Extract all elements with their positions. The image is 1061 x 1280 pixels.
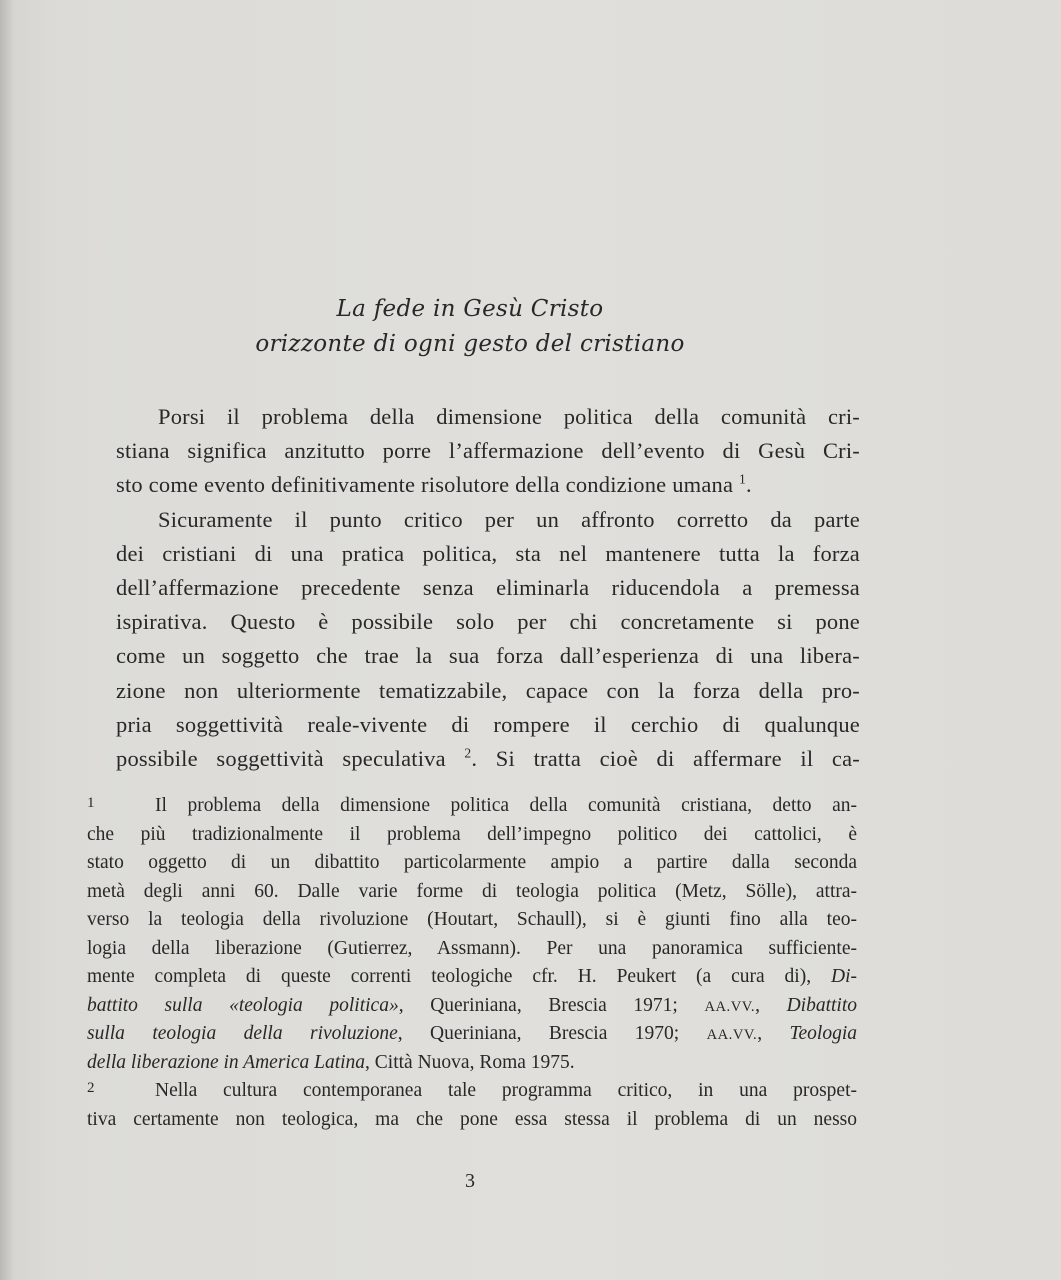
text-segment: stiana significa anzitutto porre l’affermazione dell’evento di Gesù Cri- [116,438,860,464]
footnote-number: 2 [87,1080,95,1096]
text-segment: Nella cultura contemporanea tale programma critico, in una prospet- [155,1080,857,1101]
footnote-number: 1 [87,795,95,811]
text-segment: Dibattito [786,994,857,1016]
text-segment: logia della liberazione (Gutierrez, Assmann). Per una panoramica sufficiente- [87,937,857,959]
footnote-line [87,906,857,935]
text-segment: come un soggetto che trae la sua forza dall’esperienza di una libera- [116,643,860,669]
text-segment: Il problema della dimensione politica della comunità cristiana, detto an- [155,795,857,816]
page-number: 3 [465,1170,475,1192]
footnote-line [87,821,857,850]
text-segment: AA.VV. [704,998,756,1015]
text-segment: stato oggetto di un dibattito particolarmente ampio a partire dalla seconda [87,852,857,873]
body-line [116,400,860,434]
text-segment: . [745,472,752,498]
footnote-reference: 2 [464,745,472,761]
text-segment: , Queriniana, Brescia 1970; [397,1023,707,1044]
text-segment: mente completa di queste correnti teologiche cfr. H. Peukert (a cura di), [87,966,831,987]
text-segment: della liberazione in America Latina [87,1051,366,1073]
footnote-line [87,878,857,907]
footnotes [87,792,857,1134]
text-segment: AA.VV. [706,1027,758,1043]
text-segment: ispirativa. Questo è possibile solo per chi concretamente si pone [116,609,860,635]
footnote-line [87,1020,857,1049]
body-line [116,674,860,708]
text-segment: , Città Nuova, Roma 1975. [365,1051,575,1073]
footnote-line [87,1106,857,1135]
footnote-line [87,1077,857,1106]
body-line [116,742,860,776]
chapter-title-line-2: orizzonte di ogni gesto del cristiano [255,331,685,357]
text-segment: verso la teologia della rivoluzione (Houtart, Schaull), si è giunti fino alla teo- [87,909,857,930]
footnote-line [87,963,857,992]
text-segment: Porsi il problema della dimensione politica della comunità cri- [158,404,860,429]
footnote-line [87,935,857,964]
text-segment: Sicuramente il punto critico per un affronto corretto da parte [158,506,860,532]
body-line [116,708,860,742]
footnote-line [87,849,857,878]
text-segment: possibile soggettività speculativa [116,745,465,771]
text-segment: dell’affermazione precedente senza eliminarla riducendola a premessa [116,574,860,600]
text-segment: tiva certamente non teologica, ma che pone essa stessa il problema di un nesso [87,1108,857,1130]
chapter-title-line-1: La fede in Gesù Cristo [336,296,604,322]
text-segment: sulla teologia della rivoluzione [87,1023,398,1044]
text-segment: zione non ulteriormente tematizzabile, capace con la forza della pro- [116,677,860,703]
text-segment: , [755,994,787,1016]
body-text [116,400,860,776]
text-segment: pria soggettività reale-vivente di rompere il cerchio di qualunque [116,711,860,737]
text-segment: sto come evento definitivamente risolutore della condizione umana [116,472,739,498]
text-segment: che più tradizionalmente il problema dell’impegno politico dei cattolici, è [87,823,857,845]
text-segment: Di- [831,966,857,987]
body-line [116,434,860,468]
body-line [116,537,860,571]
body-line [116,468,860,502]
text-segment: , Queriniana, Brescia 1971; [398,994,705,1016]
text-segment: , [757,1023,790,1044]
text-segment: . Si tratta cioè di affermare il ca- [471,745,860,771]
text-segment: battito sulla «teologia politica» [87,994,399,1016]
footnote-line [87,1049,857,1078]
footnote-line [87,992,857,1021]
body-line [116,503,860,537]
text-segment: metà degli anni 60. Dalle varie forme di teologia politica (Metz, Sölle), attra- [87,880,857,902]
text-segment: Teologia [789,1023,857,1044]
text-segment: dei cristiani di una pratica politica, sta nel mantenere tutta la forza [116,540,860,566]
footnote-reference: 1 [739,471,746,487]
body-line [116,639,860,673]
body-line [116,605,860,639]
body-line [116,571,860,605]
footnote-line [87,792,857,821]
